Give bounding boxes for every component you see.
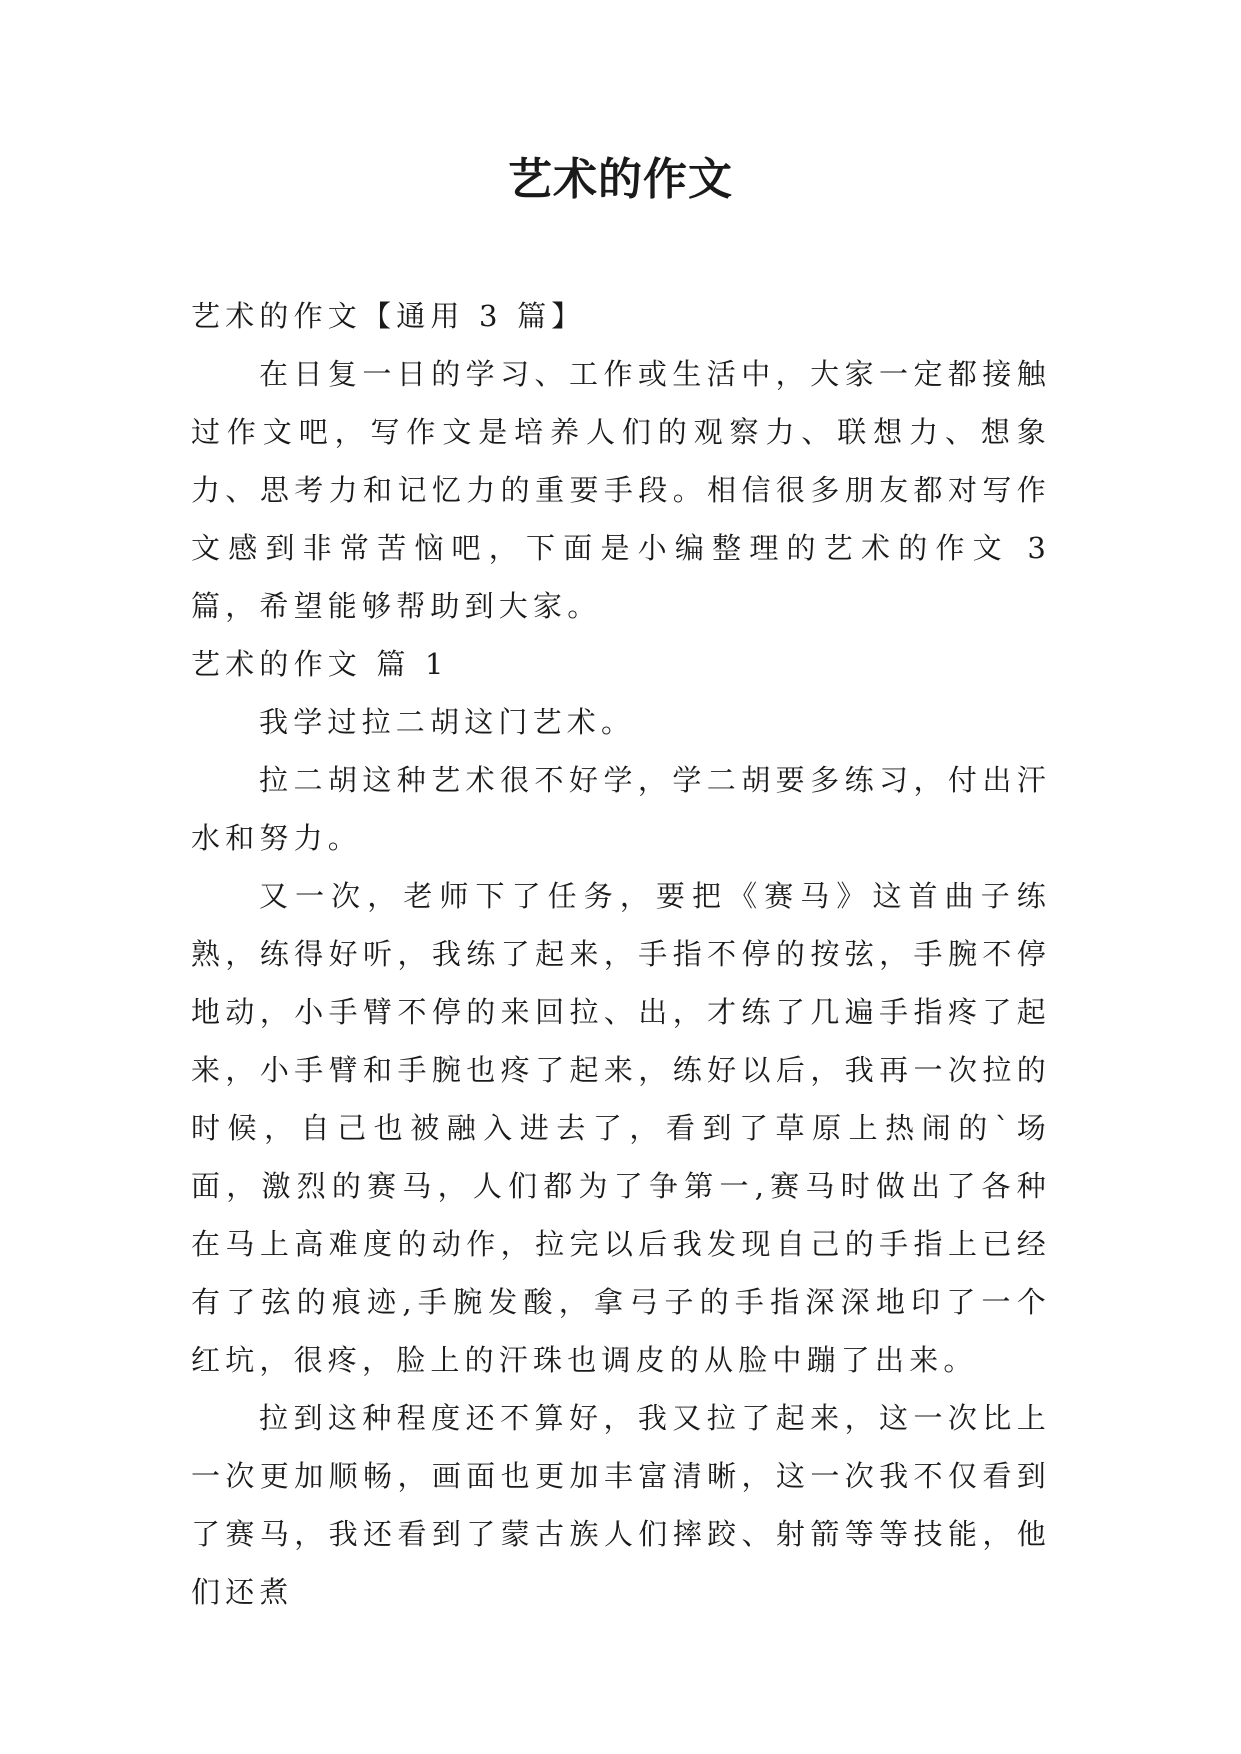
paragraph-1: 我学过拉二胡这门艺术。 <box>259 705 636 739</box>
section-heading-1: 艺术的作文 篇 1 <box>191 647 449 681</box>
paragraph-intro: 在日复一日的学习、工作或生活中，大家一定都接触过作文吧，写作文是培养人们的观察力、联想力、想象力、思考力和记忆力的重要手段。相信很多朋友都对写作文感到非常苦恼吧，下面是小编整理的艺术的作文 3 篇，希望能够帮助到大家。 <box>191 357 1051 623</box>
section-heading-intro: 艺术的作文【通用 3 篇】 <box>191 299 586 333</box>
document-title: 艺术的作文 <box>508 154 733 205</box>
document-body <box>191 287 1051 1621</box>
paragraph-3: 又一次，老师下了任务，要把《赛马》这首曲子练熟，练得好听，我练了起来，手指不停的按弦，手腕不停地动，小手臂不停的来回拉、出，才练了几遍手指疼了起来，小手臂和手腕也疼了起来，练好以后，我再一次拉的时候，自己也被融入进去了，看到了草原上热闹的`场面，激烈的赛马，人们都为了争第一,赛马时做出了各种在马上高难度的动作，拉完以后我发现自己的手指上已经有了弦的痕迹,手腕发酸，拿弓子的手指深深地印了一个红坑，很疼，脸上的汗珠也调皮的从脸中蹦了出来。 <box>191 879 1051 1377</box>
paragraph-4: 拉到这种程度还不算好，我又拉了起来，这一次比上一次更加顺畅，画面也更加丰富清晰，这一次我不仅看到了赛马，我还看到了蒙古族人们摔跤、射箭等等技能，他们还煮 <box>191 1401 1051 1609</box>
paragraph-2: 拉二胡这种艺术很不好学，学二胡要多练习，付出汗水和努力。 <box>191 763 1051 855</box>
